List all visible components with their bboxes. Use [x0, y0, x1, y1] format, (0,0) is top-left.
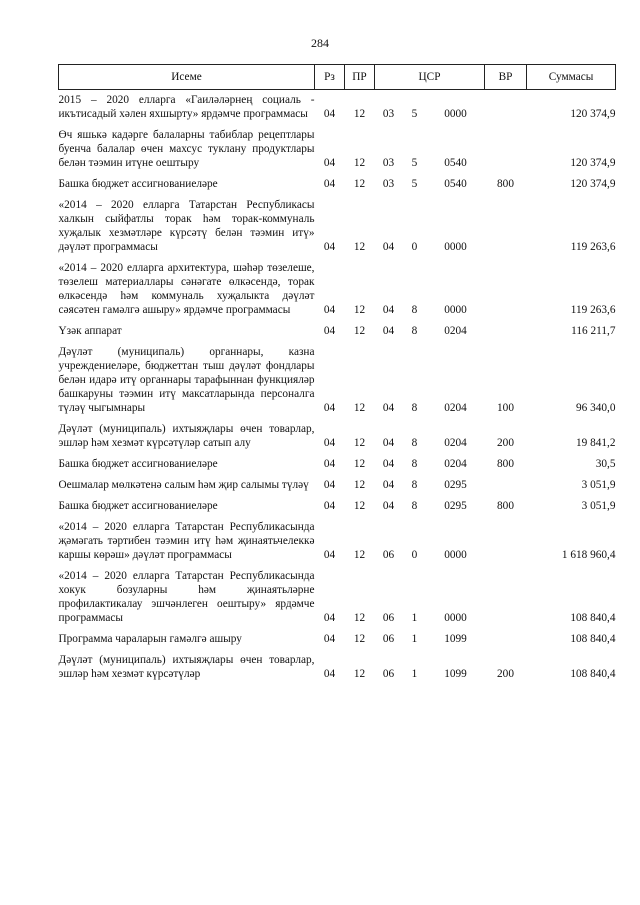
row-name: Дәүләт (муниципаль) ихтыяҗлары өчен товарлар, эшләр һәм хезмәт күрсәтүләр — [58, 654, 315, 680]
table-row — [59, 321, 616, 342]
row-pr: 12 — [353, 241, 366, 253]
row-csr-3: 0000 — [444, 241, 467, 253]
row-rz: 04 — [323, 402, 336, 414]
row-pr: 12 — [353, 612, 366, 624]
row-pr: 12 — [353, 304, 366, 316]
row-csr-2: 1 — [411, 612, 418, 624]
table-header-row — [59, 65, 616, 90]
row-csr-2: 5 — [411, 157, 418, 169]
row-sum: 108 840,4 — [570, 633, 616, 645]
header-vr: ВР — [485, 65, 527, 90]
row-csr-1: 06 — [382, 633, 395, 645]
table-body — [59, 90, 616, 686]
row-csr-3: 1099 — [444, 668, 467, 680]
row-csr-2: 8 — [411, 402, 418, 414]
row-csr-1: 04 — [382, 402, 395, 414]
row-vr: 800 — [497, 458, 514, 470]
row-vr: 800 — [497, 500, 514, 512]
row-pr: 12 — [353, 437, 366, 449]
row-name: Өч яшькә кадәрге балаларны табиблар рецептлары буенча балалар өчен махсус туклану продуктлары белән тәэмин итүне оештыру — [58, 129, 315, 169]
table-row — [59, 195, 616, 258]
row-csr-2: 8 — [411, 437, 418, 449]
header-csr: ЦСР — [375, 65, 485, 90]
row-sum: 96 340,0 — [575, 402, 616, 414]
row-csr-2: 0 — [411, 241, 418, 253]
row-pr: 12 — [353, 458, 366, 470]
page-number: 284 — [311, 36, 329, 50]
row-pr: 12 — [353, 500, 366, 512]
row-csr-3: 0204 — [444, 458, 467, 470]
row-rz: 04 — [323, 612, 336, 624]
row-name: Үзәк аппарат — [58, 325, 122, 337]
row-name: 2015 – 2020 елларга «Гаиләләрнең социаль - икътисадый хәлен яхшырту» ярдәмче программасы — [58, 94, 315, 120]
row-sum: 120 374,9 — [570, 178, 616, 190]
row-name: Дәүләт (муниципаль) ихтыяҗлары өчен товарлар, эшләр һәм хезмәт күрсәтүләр сатып алу — [58, 423, 315, 449]
row-rz: 04 — [323, 479, 336, 491]
row-sum: 119 263,6 — [570, 241, 616, 253]
row-rz: 04 — [323, 500, 336, 512]
row-csr-2: 0 — [411, 549, 418, 561]
row-name: Башка бюджет ассигнованиеләре — [58, 178, 218, 190]
row-csr-2: 8 — [411, 304, 418, 316]
row-csr-3: 0204 — [444, 437, 467, 449]
row-name: Дәүләт (муниципаль) органнары, казна учреждениеләре, бюджеттан тыш дәүләт фондлары белән идарә итү органнары тарафыннан функцияләр башкаруны тәэмин итү максатларында персоналга түләү чыгымнары — [58, 346, 315, 414]
row-csr-1: 03 — [382, 157, 395, 169]
row-vr: 200 — [497, 668, 514, 680]
table-row — [59, 419, 616, 454]
table-row — [59, 258, 616, 321]
row-rz: 04 — [323, 668, 336, 680]
row-sum: 119 263,6 — [570, 304, 616, 316]
row-vr — [485, 475, 527, 496]
row-csr-3: 0540 — [444, 157, 467, 169]
row-csr-2: 8 — [411, 500, 418, 512]
row-rz: 04 — [323, 458, 336, 470]
table-row — [59, 454, 616, 475]
row-csr-1: 04 — [382, 479, 395, 491]
row-csr-3: 0295 — [444, 500, 467, 512]
row-csr-1: 04 — [382, 241, 395, 253]
row-csr-2: 5 — [411, 178, 418, 190]
row-csr-2: 1 — [411, 633, 418, 645]
row-csr-3: 0204 — [444, 325, 467, 337]
row-csr-1: 03 — [382, 108, 395, 120]
table-row — [59, 566, 616, 629]
row-sum: 116 211,7 — [571, 325, 616, 337]
row-sum: 120 374,9 — [570, 157, 616, 169]
budget-table — [58, 64, 616, 685]
row-sum: 108 840,4 — [570, 668, 616, 680]
row-name: «2014 – 2020 елларга Татарстан Республикасы халкын сыйфатлы торак һәм торак-коммуналь хуҗалык хезмәтләре күрсәтү белән тәэмин итү» дәүләт программасы — [58, 199, 315, 253]
row-vr — [485, 125, 527, 174]
row-rz: 04 — [323, 157, 336, 169]
row-pr: 12 — [353, 178, 366, 190]
row-csr-3: 0000 — [444, 304, 467, 316]
row-csr-1: 04 — [382, 325, 395, 337]
row-rz: 04 — [323, 633, 336, 645]
row-rz: 04 — [323, 304, 336, 316]
table-row — [59, 650, 616, 685]
table-row — [59, 629, 616, 650]
row-name: «2014 – 2020 елларга Татарстан Республикасында хокук бозуларны һәм җинаятьләрне профилактикалау эшчәнлеген оештыру» ярдәмче программасы — [58, 570, 315, 624]
row-pr: 12 — [353, 157, 366, 169]
row-vr — [485, 321, 527, 342]
row-csr-2: 5 — [411, 108, 418, 120]
row-vr: 800 — [497, 178, 514, 190]
row-sum: 30,5 — [595, 458, 616, 470]
row-csr-1: 04 — [382, 437, 395, 449]
row-pr: 12 — [353, 549, 366, 561]
row-csr-1: 06 — [382, 612, 395, 624]
row-pr: 12 — [353, 633, 366, 645]
row-vr — [485, 566, 527, 629]
row-csr-1: 06 — [382, 549, 395, 561]
row-name: Башка бюджет ассигнованиеләре — [58, 500, 218, 512]
header-rz: Рз — [315, 65, 345, 90]
header-pr: ПР — [345, 65, 375, 90]
table-row — [59, 517, 616, 566]
row-rz: 04 — [323, 437, 336, 449]
row-csr-3: 0295 — [444, 479, 467, 491]
row-csr-3: 0000 — [444, 549, 467, 561]
header-name: Исеме — [59, 65, 315, 90]
row-csr-1: 03 — [382, 178, 395, 190]
row-rz: 04 — [323, 108, 336, 120]
row-csr-1: 04 — [382, 500, 395, 512]
row-rz: 04 — [323, 549, 336, 561]
row-csr-1: 04 — [382, 458, 395, 470]
row-csr-3: 0204 — [444, 402, 467, 414]
row-csr-3: 0000 — [444, 108, 467, 120]
row-vr — [485, 258, 527, 321]
row-name: «2014 – 2020 елларга Татарстан Республикасында җәмәгать тәртибен тәэмин итү һәм җинаятьчелеккә каршы көрәш» дәүләт программасы — [58, 521, 315, 561]
row-name: Оешмалар мөлкәтенә салым һәм җир салымы түләү — [58, 479, 309, 491]
row-csr-2: 8 — [411, 325, 418, 337]
table-row — [59, 174, 616, 195]
row-vr: 200 — [497, 437, 514, 449]
row-vr — [485, 517, 527, 566]
row-pr: 12 — [353, 668, 366, 680]
row-csr-3: 0000 — [444, 612, 467, 624]
row-csr-1: 06 — [382, 668, 395, 680]
row-vr — [485, 195, 527, 258]
row-csr-1: 04 — [382, 304, 395, 316]
row-vr — [485, 629, 527, 650]
table-row — [59, 496, 616, 517]
row-vr: 100 — [497, 402, 514, 414]
row-sum: 1 618 960,4 — [561, 549, 616, 561]
row-csr-3: 1099 — [444, 633, 467, 645]
row-sum: 3 051,9 — [581, 500, 616, 512]
row-csr-3: 0540 — [444, 178, 467, 190]
row-name: Башка бюджет ассигнованиеләре — [58, 458, 218, 470]
table-row — [59, 475, 616, 496]
row-rz: 04 — [323, 325, 336, 337]
row-sum: 120 374,9 — [570, 108, 616, 120]
row-rz: 04 — [323, 241, 336, 253]
row-pr: 12 — [353, 325, 366, 337]
row-pr: 12 — [353, 108, 366, 120]
row-pr: 12 — [353, 402, 366, 414]
row-name: «2014 – 2020 елларга архитектура, шәһәр төзелеше, төзелеш материаллары сәнәгате өлкәсендә, торак өлкәсендә һәм коммуналь хуҗалыкта дәүләт сәясәтен гамәлгә ашыру» ярдәмче программасы — [58, 262, 315, 316]
table-row — [59, 342, 616, 419]
row-sum: 108 840,4 — [570, 612, 616, 624]
row-csr-2: 1 — [411, 668, 418, 680]
table-row — [59, 125, 616, 174]
row-csr-2: 8 — [411, 479, 418, 491]
row-name: Программа чараларын гамәлгә ашыру — [58, 633, 242, 645]
row-csr-2: 8 — [411, 458, 418, 470]
row-vr — [485, 90, 527, 126]
row-pr: 12 — [353, 479, 366, 491]
row-sum: 3 051,9 — [581, 479, 616, 491]
header-sum: Суммасы — [527, 65, 616, 90]
table-row — [59, 90, 616, 126]
row-sum: 19 841,2 — [575, 437, 616, 449]
row-rz: 04 — [323, 178, 336, 190]
